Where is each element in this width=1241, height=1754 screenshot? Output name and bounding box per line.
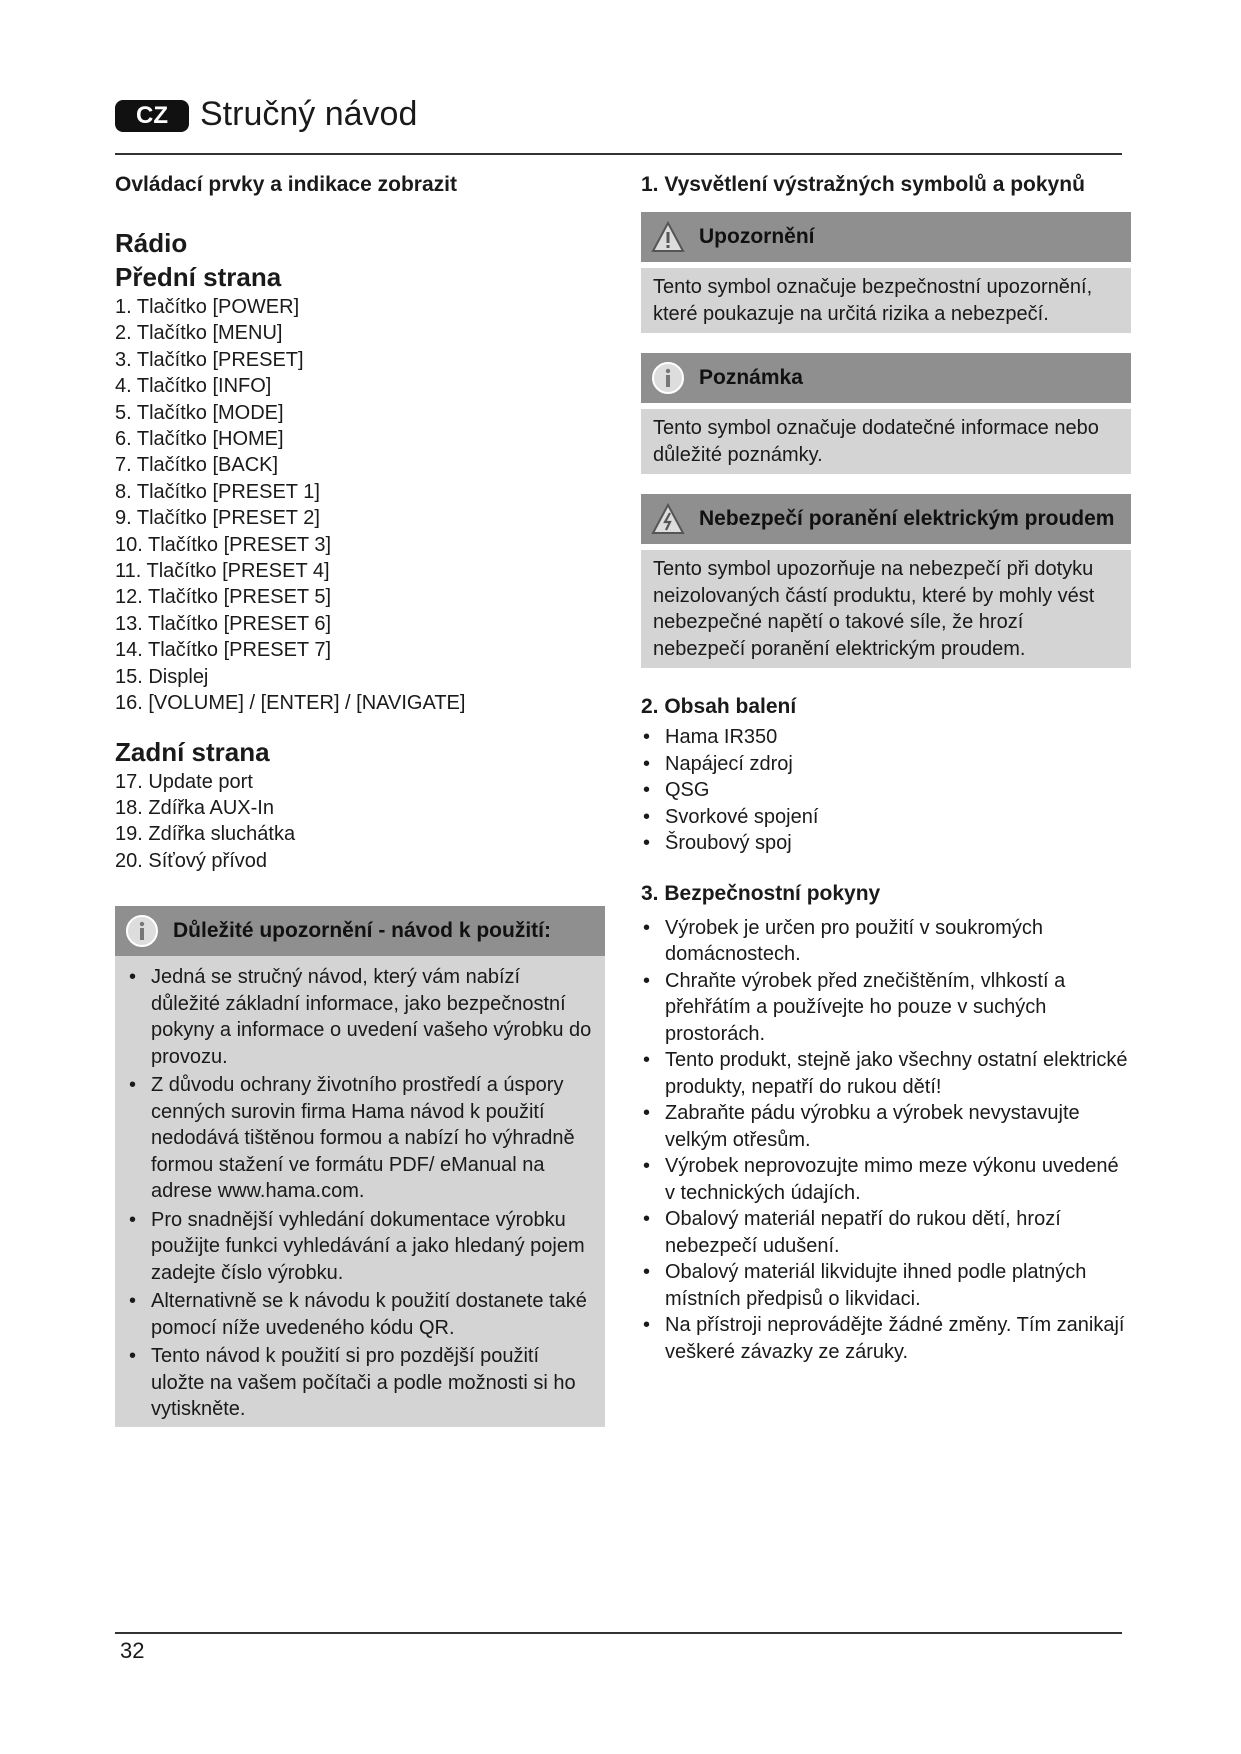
note-text: Tento symbol označuje dodatečné informace nebo důležité poznámky. xyxy=(641,409,1131,474)
right-column xyxy=(641,170,1131,1365)
list-item: 13. Tlačítko [PRESET 6] xyxy=(115,612,332,635)
list-item: 6. Tlačítko [HOME] xyxy=(115,428,284,451)
page-number: 32 xyxy=(120,1638,145,1663)
list-item: • Výrobek neprovozujte mimo meze výkonu uvedené v technických údajích. xyxy=(641,1153,1131,1206)
rear-heading: Zadní strana xyxy=(115,736,270,767)
package-list xyxy=(641,724,1131,857)
list-item: • Chraňte výrobek před znečištěním, vlhkostí a přehřátím a používejte ho pouze v suchých prostorách. xyxy=(641,968,1131,1048)
info-icon xyxy=(651,361,685,395)
radio-heading: Rádio xyxy=(115,228,188,258)
list-item: • Alternativně se k návodu k použití dostanete také pomocí níže uvedeného kódu QR. xyxy=(127,1288,593,1341)
important-notice-list xyxy=(115,956,605,1427)
list-item: 18. Zdířka AUX-In xyxy=(115,796,274,819)
list-item: • Pro snadnější vyhledání dokumentace výrobku použijte funkci vyhledávání a jako hledaný pojem zadejte číslo výrobku. xyxy=(127,1207,593,1287)
electric-shock-box-header xyxy=(641,494,1131,544)
list-item: 11. Tlačítko [PRESET 4] xyxy=(115,560,330,583)
page-header xyxy=(115,96,1115,156)
warning-text: Tento symbol označuje bezpečnostní upozornění, které poukazuje na určitá rizika a nebezpečí. xyxy=(641,268,1131,333)
list-item: • Tento návod k použití si pro pozdější použití uložte na vašem počítači a podle možnosti si ho vytiskněte. xyxy=(127,1343,593,1423)
warning-triangle-icon xyxy=(651,220,685,254)
note-title: Poznámka xyxy=(699,366,803,389)
list-item: 16. [VOLUME] / [ENTER] / [NAVIGATE] xyxy=(115,692,466,715)
list-item: 4. Tlačítko [INFO] xyxy=(115,375,272,398)
controls-heading: Ovládací prvky a indikace zobrazit xyxy=(115,173,457,196)
list-item: • Svorkové spojení xyxy=(641,804,1131,831)
left-column xyxy=(115,170,605,1427)
list-item: • Hama IR350 xyxy=(641,724,1131,751)
list-item: 9. Tlačítko [PRESET 2] xyxy=(115,507,320,530)
warning-box-header xyxy=(641,212,1131,262)
important-notice-title: Důležité upozornění - návod k použití: xyxy=(173,919,551,943)
rear-list xyxy=(115,769,605,875)
list-item: 2. Tlačítko [MENU] xyxy=(115,322,283,345)
electric-shock-text: Tento symbol upozorňuje na nebezpečí při dotyku neizolovaných částí produktu, které by mohly vést nebezpečné napětí o takové síle, že hrozí nebezpečí poranění elektrickým proudem. xyxy=(641,550,1131,668)
note-box-header xyxy=(641,353,1131,403)
front-heading: Přední strana xyxy=(115,262,282,292)
list-item: • Napájecí zdroj xyxy=(641,751,1131,778)
header-divider xyxy=(115,153,1122,155)
list-item: 3. Tlačítko [PRESET] xyxy=(115,348,304,371)
info-icon xyxy=(125,914,159,948)
list-item: 1. Tlačítko [POWER] xyxy=(115,296,300,318)
list-item: • QSG xyxy=(641,777,1131,804)
list-item: 17. Update port xyxy=(115,770,253,793)
important-notice-header xyxy=(115,906,605,956)
list-item: • Jedná se stručný návod, který vám nabízí důležité základní informace, jako bezpečnostní pokyny a informace o uvedení vašeho výrobku do provozu. xyxy=(127,964,593,1070)
list-item: • Tento produkt, stejně jako všechny ostatní elektrické produkty, nepatří do rukou dětí! xyxy=(641,1047,1131,1100)
electric-shock-box xyxy=(641,494,1131,668)
list-item: 12. Tlačítko [PRESET 5] xyxy=(115,586,332,609)
front-list xyxy=(115,294,605,717)
list-item: 5. Tlačítko [MODE] xyxy=(115,401,284,424)
section-3-heading: 3. Bezpečnostní pokyny xyxy=(641,881,881,905)
section-2-heading: 2. Obsah balení xyxy=(641,695,797,718)
list-item: 15. Displej xyxy=(115,665,209,688)
warning-box xyxy=(641,212,1131,333)
list-item: • Obalový materiál nepatří do rukou dětí, hrozí nebezpečí udušení. xyxy=(641,1206,1131,1259)
list-item: • Zabraňte pádu výrobku a výrobek nevystavujte velkým otřesům. xyxy=(641,1100,1131,1153)
list-item: • Z důvodu ochrany životního prostředí a úspory cenných surovin firma Hama návod k použití nedodává tištěnou formou a nabízí ho výhradně formou stažení ve formátu PDF/ eManual na adrese www.hama.com. xyxy=(127,1072,593,1205)
list-item: • Šroubový spoj xyxy=(641,830,1131,857)
list-item: 10. Tlačítko [PRESET 3] xyxy=(115,533,332,556)
list-item: 8. Tlačítko [PRESET 1] xyxy=(115,480,320,503)
electric-shock-title: Nebezpečí poranění elektrickým proudem xyxy=(699,507,1115,530)
page-title: Stručný návod xyxy=(200,95,418,133)
section-1-heading: 1. Vysvětlení výstražných symbolů a pokynů xyxy=(641,173,1085,196)
list-item: • Výrobek je určen pro použití v soukromých domácnostech. xyxy=(641,915,1131,968)
footer-divider xyxy=(115,1632,1122,1634)
important-notice-box xyxy=(115,906,605,1427)
language-badge: CZ xyxy=(115,100,189,132)
safety-list xyxy=(641,915,1131,1366)
note-box xyxy=(641,353,1131,474)
list-item: 7. Tlačítko [BACK] xyxy=(115,454,279,477)
list-item: 14. Tlačítko [PRESET 7] xyxy=(115,639,332,662)
list-item: 20. Síťový přívod xyxy=(115,849,268,872)
electric-hazard-icon xyxy=(651,502,685,536)
warning-title: Upozornění xyxy=(699,225,815,248)
list-item: • Na přístroji neprovádějte žádné změny. Tím zanikají veškeré závazky ze záruky. xyxy=(641,1312,1131,1365)
list-item: 19. Zdířka sluchátka xyxy=(115,823,296,846)
list-item: • Obalový materiál likvidujte ihned podle platných místních předpisů o likvidaci. xyxy=(641,1259,1131,1312)
